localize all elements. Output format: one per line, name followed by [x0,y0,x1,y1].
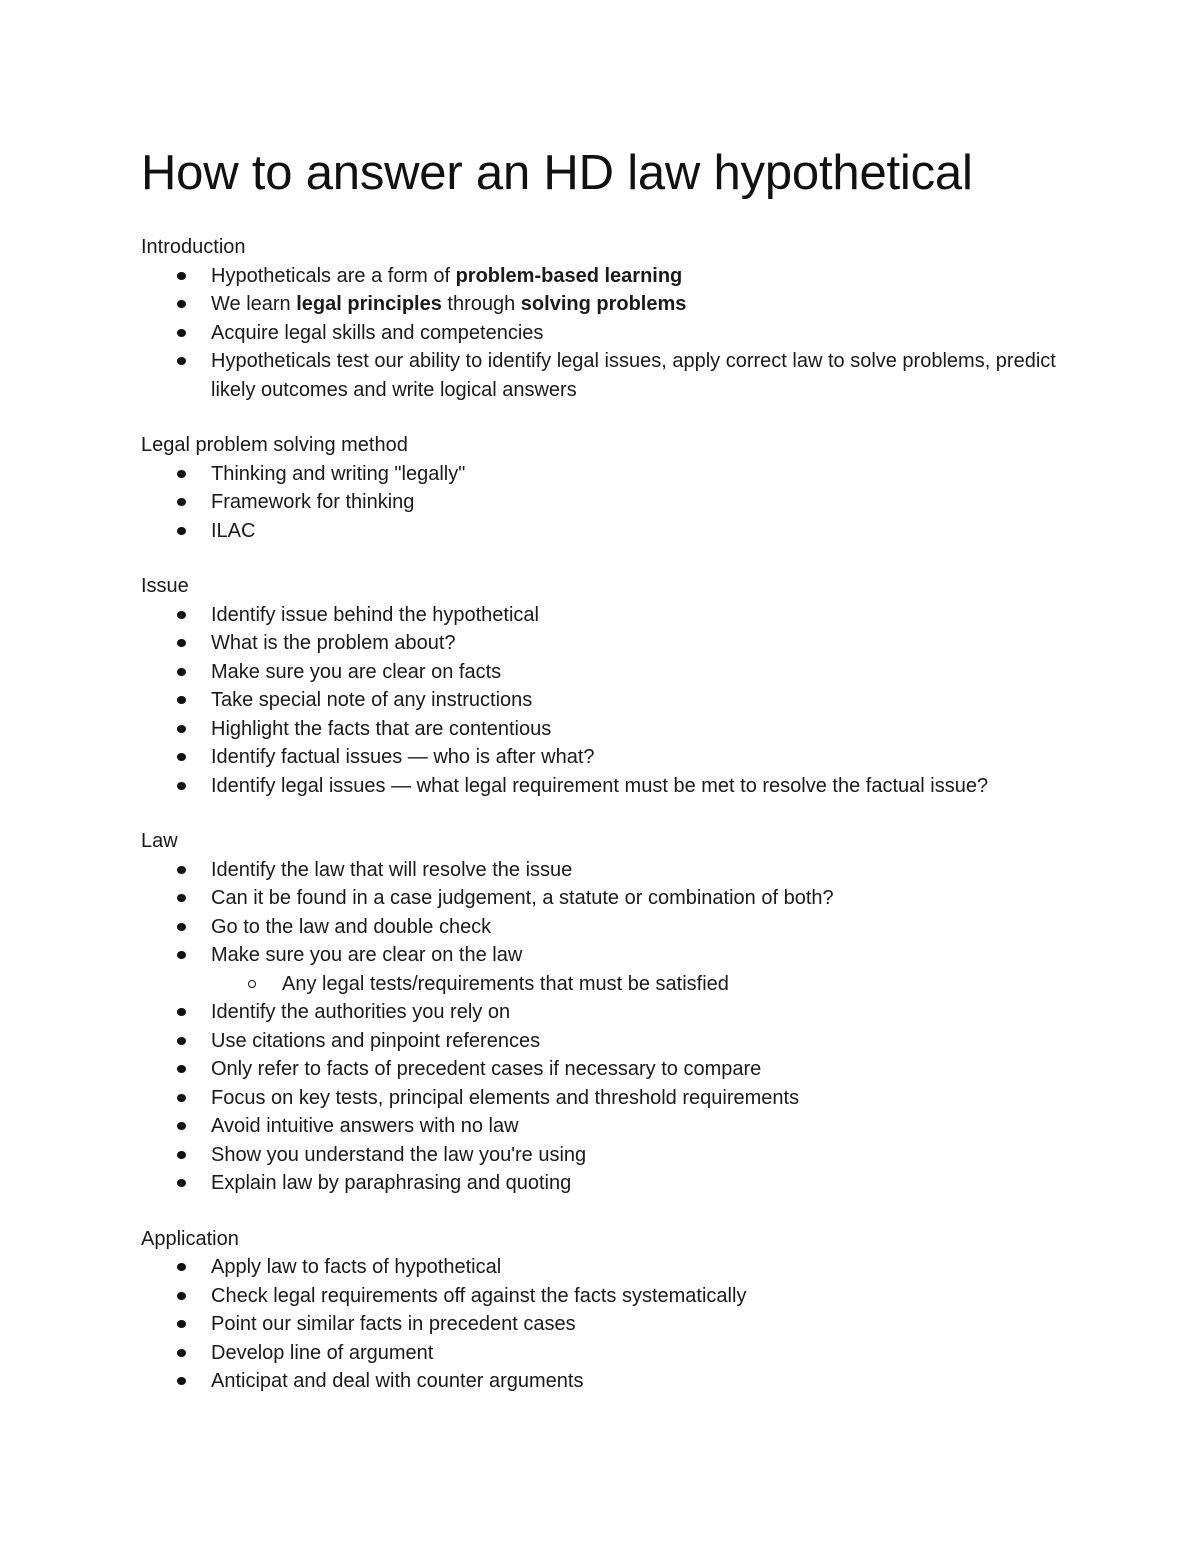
item-text: Can it be found in a case judgement, a statute or combination of both? [211,887,834,909]
section-heading: Introduction [141,236,246,258]
item-text: Show you understand the law you're using [211,1143,587,1166]
bullet-icon [177,894,186,902]
bullet-icon [177,272,186,280]
document-body [141,140,1081,1423]
list-item [141,884,1081,913]
item-text: Thinking and writing "legally" [211,462,466,485]
bullet-icon [177,1320,186,1328]
bullet-icon [177,611,186,619]
bullet-icon [177,1349,186,1357]
sections-container [141,233,1081,1396]
list-item [141,1027,1081,1056]
list-item [141,913,1081,942]
bold-text: legal principles [296,293,442,315]
section-legal-problem-solving-method [141,431,1081,545]
bullet-icon [177,639,186,647]
bullet-icon [177,329,186,337]
section-heading: Legal problem solving method [141,434,408,456]
item-text: What is the problem about? [211,632,456,654]
item-text: Only refer to facts of precedent cases if necessary to compare [211,1058,762,1080]
list-item [141,1055,1081,1084]
item-text: Take special note of any instructions [211,689,533,711]
item-text: Check legal requirements off against the facts systematically [211,1284,747,1307]
hollow-bullet-icon [248,980,256,988]
section-issue [141,572,1081,800]
bullet-icon [177,1037,186,1045]
item-text: Focus on key tests, principal elements and threshold requirements [211,1086,800,1109]
section-application [141,1225,1081,1396]
bullet-icon [177,300,186,308]
item-text: We learn [211,293,297,315]
item-text: Develop line of argument [211,1341,434,1364]
item-text: Make sure you are clear on the law [211,944,523,966]
sub-list-item [141,970,1081,999]
item-text: Anticipat and deal with counter arguments [211,1370,584,1392]
list-item [141,262,1081,291]
bullet-icon [177,782,186,790]
list-item [141,601,1081,630]
item-text: Highlight the facts that are contentious [211,717,552,740]
bullet-icon [177,951,186,959]
item-text: Point our similar facts in precedent cases [211,1313,576,1335]
item-text: Identify issue behind the hypothetical [211,603,539,626]
list-item [141,460,1081,489]
item-text: Go to the law and double check [211,915,492,938]
section-introduction [141,233,1081,404]
item-text: through [441,293,521,315]
list-item [141,517,1081,546]
list-item [141,772,1081,801]
item-text: Framework for thinking [211,491,415,513]
item-text: Identify the authorities you rely on [211,1001,511,1023]
item-text: ILAC [211,519,256,542]
bullet-icon [177,696,186,704]
bullet-icon [177,1179,186,1187]
section-law [141,827,1081,1198]
bullet-icon [177,1065,186,1073]
list-item [141,941,1081,970]
item-text: Identify legal issues — what legal requirement must be met to resolve the factual issue? [211,774,989,797]
list-item [141,715,1081,744]
bullet-icon [177,753,186,761]
list-item [141,1112,1081,1141]
bullet-icon [177,1263,186,1271]
bullet-list [141,856,1081,1198]
list-item [141,1253,1081,1282]
item-text: Any legal tests/requirements that must be satisfied [282,972,729,995]
list-item [141,998,1081,1027]
bullet-icon [177,1292,186,1300]
item-text: Hypotheticals are a form of [211,264,456,287]
bullet-icon [177,527,186,535]
list-item [141,347,1081,404]
list-item [141,1367,1081,1396]
item-text: Hypotheticals test our ability to identify legal issues, apply correct law to solve problems, predict likely outcomes and write logical answers [211,350,1056,401]
bullet-icon [177,1008,186,1016]
item-text: Use citations and pinpoint references [211,1029,541,1052]
item-text: Explain law by paraphrasing and quoting [211,1172,572,1194]
bullet-icon [177,470,186,478]
bold-text: problem-based learning [455,264,683,287]
bullet-icon [177,1377,186,1385]
bullet-icon [177,1151,186,1159]
bullet-list [141,1253,1081,1396]
bullet-icon [177,357,186,365]
list-item [141,686,1081,715]
bold-text: solving problems [520,293,687,315]
list-item [141,319,1081,348]
item-text: Make sure you are clear on facts [211,660,502,683]
bullet-list [141,601,1081,801]
bullet-icon [177,668,186,676]
list-item [141,1141,1081,1170]
section-heading: Application [141,1227,239,1250]
list-item [141,1282,1081,1311]
list-item [141,1339,1081,1368]
list-item [141,1084,1081,1113]
item-text: Identify factual issues — who is after what? [211,746,595,768]
list-item [141,488,1081,517]
bullet-list [141,460,1081,546]
bullet-list [141,262,1081,405]
bullet-icon [177,725,186,733]
list-item [141,290,1081,319]
bullet-icon [177,1122,186,1130]
list-item [141,658,1081,687]
list-item [141,1169,1081,1198]
item-text: Avoid intuitive answers with no law [211,1115,519,1137]
list-item [141,743,1081,772]
list-item [141,1310,1081,1339]
bullet-icon [177,923,186,931]
section-heading: Issue [141,575,189,597]
list-item [141,629,1081,658]
item-text: Identify the law that will resolve the issue [211,858,573,881]
document-title: How to answer an HD law hypothetical [141,146,973,200]
item-text: Apply law to facts of hypothetical [211,1256,502,1278]
item-text: Acquire legal skills and competencies [211,321,544,344]
bullet-icon [177,498,186,506]
bullet-icon [177,1094,186,1102]
section-heading: Law [141,830,178,852]
list-item [141,856,1081,885]
bullet-icon [177,866,186,874]
